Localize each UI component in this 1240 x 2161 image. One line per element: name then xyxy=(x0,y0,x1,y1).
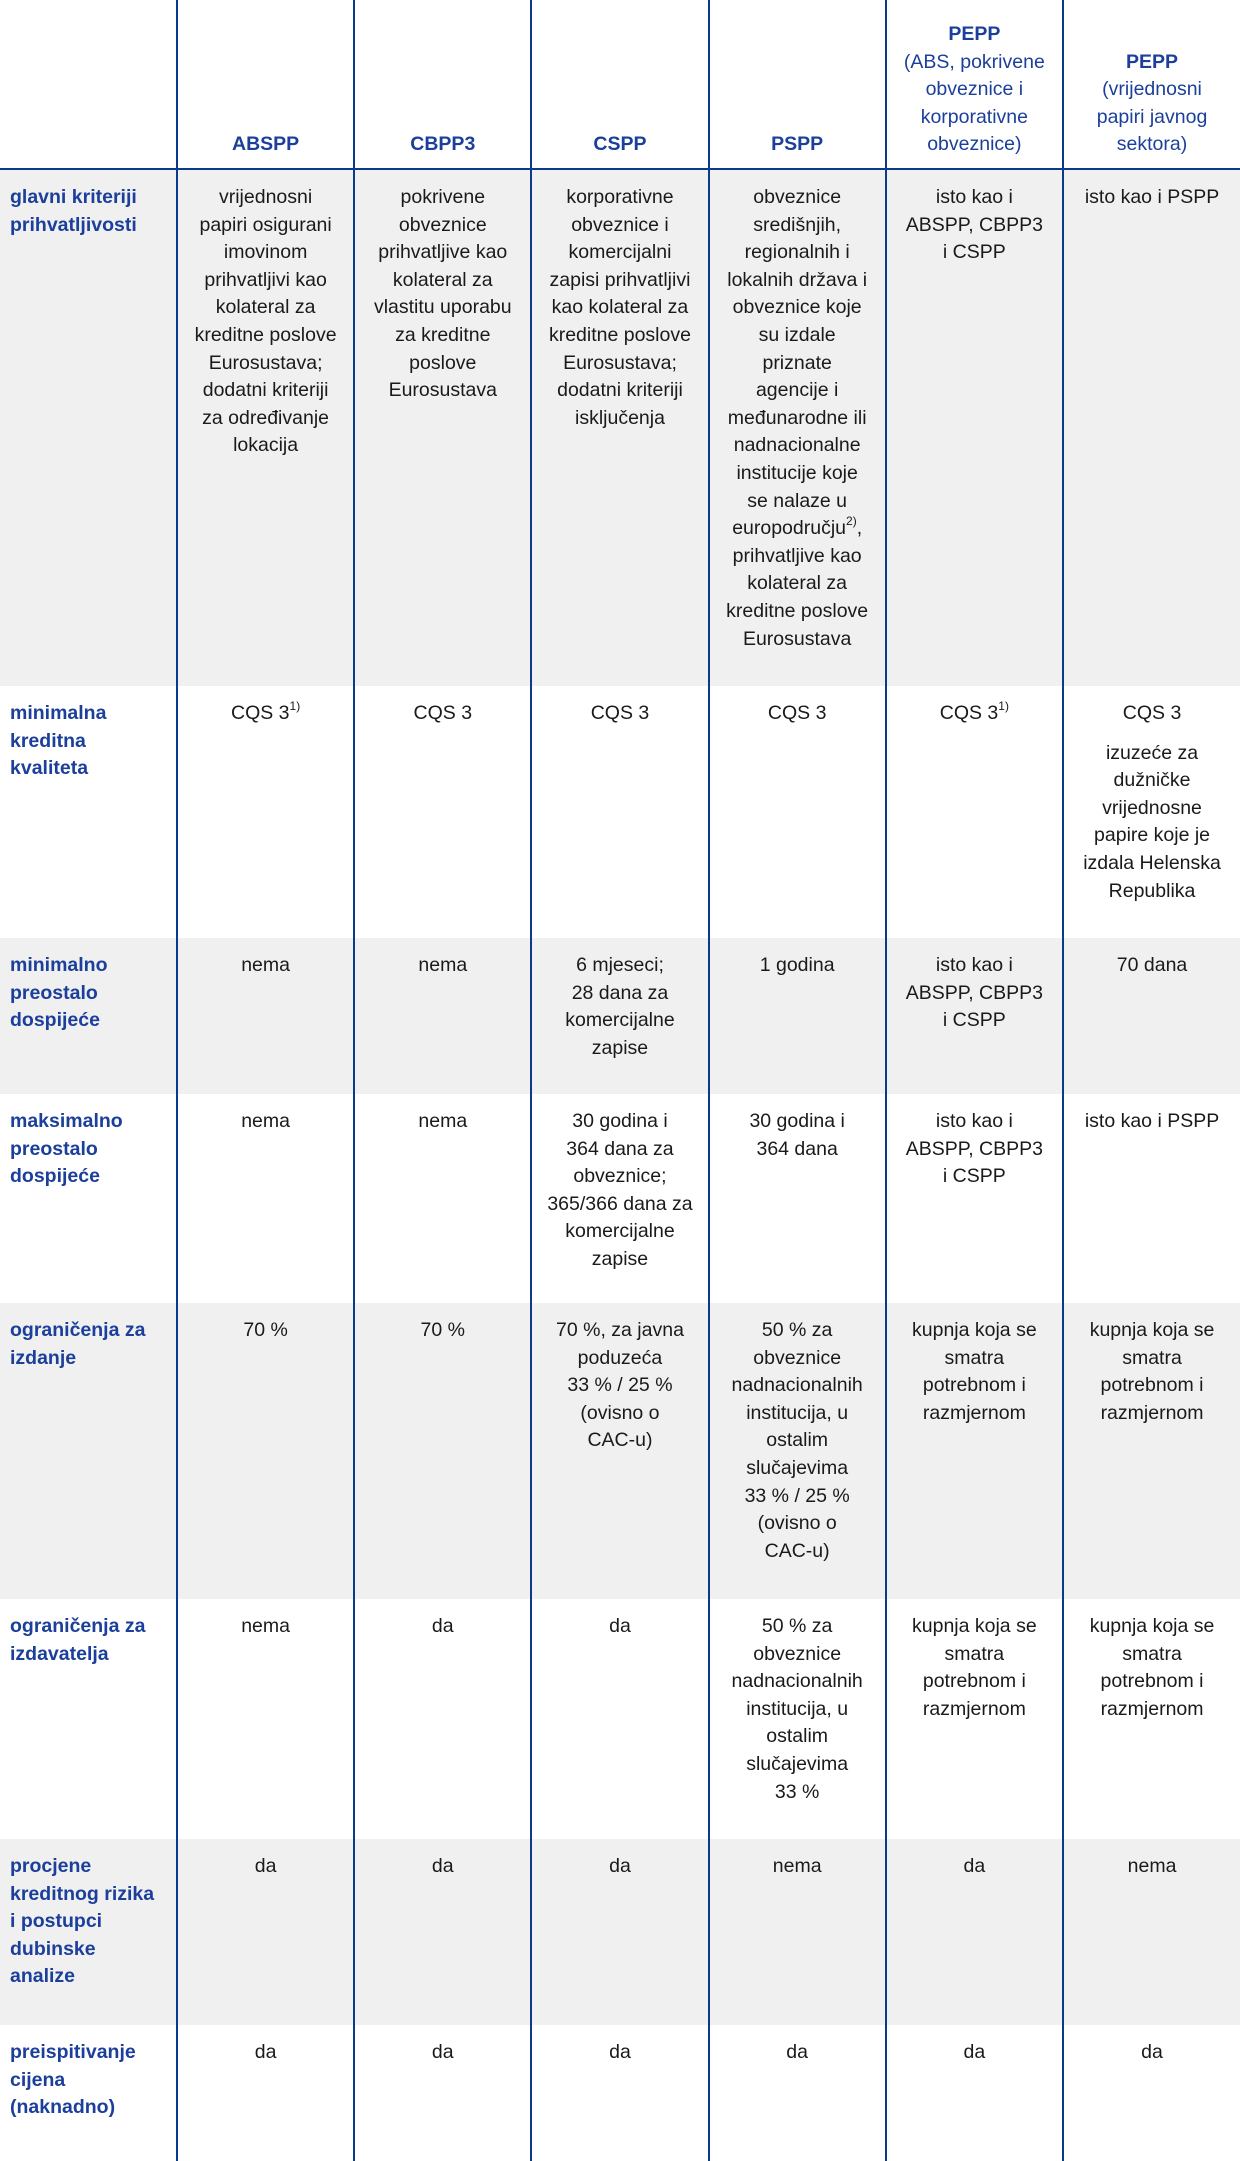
table-cell: nema xyxy=(1063,1839,1240,2025)
table-cell: da xyxy=(354,1599,531,1839)
cell-text: CQS 3 xyxy=(939,702,999,724)
table-row xyxy=(0,1599,1240,1839)
table-cell: 70 dana xyxy=(1063,938,1240,1094)
table-cell: vrijednosni papiri osigurani imovinom prihvatljivi kao kolateral za kreditne poslove Eurosustava; dodatni kriteriji za određivanje lokacija xyxy=(177,169,354,686)
table-cell: nema xyxy=(177,1094,354,1303)
column-header-pepp-public xyxy=(1063,0,1240,169)
table-cell: CQS 3 xyxy=(531,686,708,938)
table-cell: nema xyxy=(709,1839,886,2025)
table-cell: CQS 3 xyxy=(354,686,531,938)
table-row xyxy=(0,1839,1240,2025)
table-cell: da xyxy=(531,1839,708,2025)
row-label: minimalna kreditna kvaliteta xyxy=(0,686,177,938)
cell-text-continued: , prihvatljive kao kolateral za kreditne poslove Eurosustava xyxy=(726,517,869,650)
column-header-name: PEPP xyxy=(1126,50,1179,73)
column-header-abspp xyxy=(177,0,354,169)
table-cell: nema xyxy=(177,938,354,1094)
table-cell: 30 godina i 364 dana za obveznice; 365/366 dana za komercijalne zapise xyxy=(531,1094,708,1303)
table-cell: nema xyxy=(354,938,531,1094)
cell-text: obveznice središnjih, regionalnih i lokalnih država i obveznice koje su izdale priznate agencije i međunarodne ili nadnacionalne institucije koje se nalaze u europodručju xyxy=(727,186,868,540)
table-cell: kupnja koja se smatra potrebnom i razmjernom xyxy=(1063,1303,1240,1599)
table-cell xyxy=(886,686,1063,938)
column-header-pepp-private xyxy=(886,0,1063,169)
cell-text: CQS 3 xyxy=(1122,702,1182,724)
table-cell: isto kao i PSPP xyxy=(1063,169,1240,686)
table-row xyxy=(0,1094,1240,1303)
table-cell: isto kao i ABSPP, CBPP3 i CSPP xyxy=(886,169,1063,686)
cell-text: CQS 3 xyxy=(230,702,290,724)
table-cell: da xyxy=(531,1599,708,1839)
table-cell: isto kao i ABSPP, CBPP3 i CSPP xyxy=(886,938,1063,1094)
column-header-name: ABSPP xyxy=(232,133,300,156)
column-header-pspp xyxy=(709,0,886,169)
table-row xyxy=(0,2025,1240,2161)
table-cell: da xyxy=(709,2025,886,2161)
row-label: minimalno preostalo dospijeće xyxy=(0,938,177,1094)
table-cell: da xyxy=(177,1839,354,2025)
column-header-name: PEPP xyxy=(948,23,1001,46)
table-cell: da xyxy=(354,1839,531,2025)
table-cell: isto kao i ABSPP, CBPP3 i CSPP xyxy=(886,1094,1063,1303)
table-cell: da xyxy=(1141,2041,1163,2063)
row-label: ograničenja za izdanje xyxy=(0,1303,177,1599)
row-label: preispitivanje cijena (naknadno) xyxy=(0,2025,177,2161)
table-cell: isto kao i PSPP xyxy=(1084,1110,1220,1132)
cell-note: izuzeće za dužničke vrijednosne papire koje je izdala Helenska Republika xyxy=(1083,741,1221,902)
row-label: ograničenja za izdavatelja xyxy=(0,1599,177,1839)
table-cell: da xyxy=(354,2025,531,2161)
header-row xyxy=(0,0,1240,169)
table-row xyxy=(0,169,1240,686)
table-cell: korporativne obveznice i komercijalni zapisi prihvatljivi kao kolateral za kreditne poslove Eurosustava; dodatni kriteriji isključenja xyxy=(531,169,708,686)
table-row xyxy=(0,1303,1240,1599)
table-cell: 70 % xyxy=(177,1303,354,1599)
table-cell: 6 mjeseci; 28 dana za komercijalne zapise xyxy=(531,938,708,1094)
column-header-name: PSPP xyxy=(771,133,824,156)
column-header-name: CBPP3 xyxy=(410,133,476,156)
table-cell: 70 %, za javna poduzeća 33 % / 25 % (ovisno o CAC-u) xyxy=(531,1303,708,1599)
row-label: glavni kriteriji prihvatljivosti xyxy=(0,169,177,686)
column-header-cbpp3 xyxy=(354,0,531,169)
table-cell: kupnja koja se smatra potrebnom i razmjernom xyxy=(886,1303,1063,1599)
table-cell: CQS 3 xyxy=(709,686,886,938)
table-row xyxy=(0,686,1240,938)
row-label: procjene kreditnog rizika i postupci dubinske analize xyxy=(0,1839,177,2025)
table-cell: 30 godina i 364 dana xyxy=(709,1094,886,1303)
table-cell: kupnja koja se smatra potrebnom i razmjernom xyxy=(1089,1615,1215,1720)
table-cell: 50 % za obveznice nadnacionalnih institucija, u ostalim slučajevima 33 % xyxy=(709,1599,886,1839)
header-corner xyxy=(0,0,177,169)
table-cell: 50 % za obveznice nadnacionalnih institucija, u ostalim slučajevima 33 % / 25 % (ovisno o CAC-u) xyxy=(709,1303,886,1599)
footnote-marker: 2) xyxy=(846,514,857,529)
table-cell: 1 godina xyxy=(709,938,886,1094)
table-row xyxy=(0,938,1240,1094)
column-header-subtitle: (vrijednosni papiri javnog sektora) xyxy=(1096,78,1208,156)
table-cell: da xyxy=(177,2025,354,2161)
table-cell: 70 % xyxy=(354,1303,531,1599)
table-cell xyxy=(1063,686,1240,938)
table-cell: kupnja koja se smatra potrebnom i razmjernom xyxy=(886,1599,1063,1839)
table-cell: nema xyxy=(177,1599,354,1839)
table-cell: pokrivene obveznice prihvatljive kao kolateral za vlastitu uporabu za kreditne poslove Eurosustava xyxy=(354,169,531,686)
column-header-name: CSPP xyxy=(593,133,647,156)
table-cell xyxy=(177,686,354,938)
column-header-cspp xyxy=(531,0,708,169)
column-header-subtitle: (ABS, pokrivene obveznice i korporativne obveznice) xyxy=(903,50,1045,156)
table-cell: nema xyxy=(354,1094,531,1303)
table-cell: da xyxy=(886,1839,1063,2025)
row-label: maksimalno preostalo dospijeće xyxy=(0,1094,177,1303)
table-cell: da xyxy=(886,2025,1063,2161)
footnote-marker: 1) xyxy=(998,699,1009,713)
footnote-marker: 1) xyxy=(289,699,301,713)
table-cell xyxy=(709,169,886,686)
table-cell: da xyxy=(531,2025,708,2161)
